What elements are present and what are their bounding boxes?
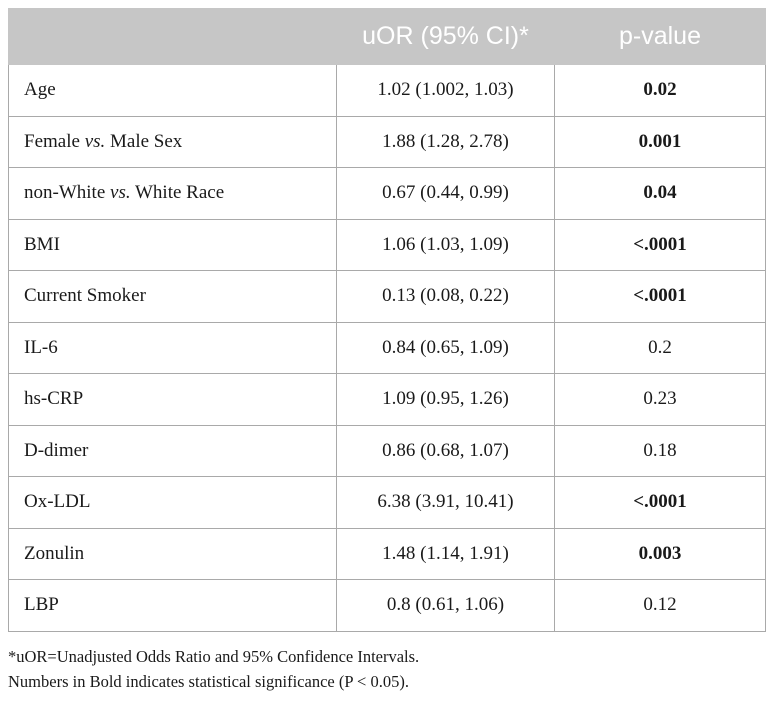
cell-uor: 1.02 (1.002, 1.03) [337, 65, 555, 117]
header-uor: uOR (95% CI)* [337, 9, 555, 65]
cell-uor: 0.67 (0.44, 0.99) [337, 168, 555, 220]
cell-p-value: 0.003 [555, 528, 766, 580]
header-variable [9, 9, 337, 65]
cell-p-value: 0.23 [555, 374, 766, 426]
cell-uor: 6.38 (3.91, 10.41) [337, 477, 555, 529]
variable-label: Age [24, 79, 56, 101]
cell-uor: 0.84 (0.65, 1.09) [337, 322, 555, 374]
cell-variable [9, 168, 337, 220]
cell-variable [9, 580, 337, 632]
variable-label: non-White [24, 182, 111, 204]
variable-label: LBP [24, 594, 59, 616]
odds-ratio-table [8, 8, 766, 632]
cell-p-value: <.0001 [555, 477, 766, 529]
variable-label-versus: vs. [110, 182, 131, 204]
variable-label-versus: vs. [84, 130, 106, 152]
table-row [9, 116, 766, 168]
variable-label: hs-CRP [24, 388, 84, 410]
table-header-row [9, 9, 766, 65]
variable-label: D-dimer [24, 439, 89, 461]
table-row [9, 65, 766, 117]
cell-variable [9, 322, 337, 374]
table-row [9, 580, 766, 632]
table-row [9, 374, 766, 426]
cell-variable [9, 477, 337, 529]
cell-uor: 1.06 (1.03, 1.09) [337, 219, 555, 271]
results-table-container [8, 8, 765, 632]
table-row [9, 168, 766, 220]
cell-variable [9, 116, 337, 168]
cell-variable [9, 219, 337, 271]
table-row [9, 528, 766, 580]
table-body [9, 65, 766, 632]
cell-uor: 0.13 (0.08, 0.22) [337, 271, 555, 323]
cell-variable [9, 425, 337, 477]
table-row [9, 477, 766, 529]
variable-label: IL-6 [24, 336, 58, 358]
cell-p-value: <.0001 [555, 219, 766, 271]
variable-label: Current Smoker [24, 285, 146, 307]
variable-label-comparison: Male Sex [105, 130, 183, 152]
table-row [9, 219, 766, 271]
variable-label: Zonulin [24, 542, 85, 564]
cell-uor: 1.48 (1.14, 1.91) [337, 528, 555, 580]
cell-p-value: 0.02 [555, 65, 766, 117]
table-row [9, 425, 766, 477]
cell-uor: 1.09 (0.95, 1.26) [337, 374, 555, 426]
footnote-significance: Numbers in Bold indicates statistical significance (P < 0.05). [8, 672, 409, 691]
header-p-value: p-value [555, 9, 766, 65]
footnote-abbreviation: *uOR=Unadjusted Odds Ratio and 95% Confidence Intervals. [8, 647, 420, 666]
cell-p-value: 0.001 [555, 116, 766, 168]
cell-uor: 0.86 (0.68, 1.07) [337, 425, 555, 477]
cell-uor: 1.88 (1.28, 2.78) [337, 116, 555, 168]
table-row [9, 322, 766, 374]
cell-p-value: 0.04 [555, 168, 766, 220]
variable-label: BMI [24, 233, 60, 255]
cell-variable [9, 65, 337, 117]
table-footnotes [8, 644, 419, 694]
cell-p-value: <.0001 [555, 271, 766, 323]
table-row [9, 271, 766, 323]
cell-p-value: 0.18 [555, 425, 766, 477]
cell-p-value: 0.2 [555, 322, 766, 374]
variable-label: Female [24, 130, 85, 152]
cell-variable [9, 528, 337, 580]
variable-label: Ox-LDL [24, 491, 91, 513]
variable-label-comparison: White Race [130, 182, 225, 204]
cell-p-value: 0.12 [555, 580, 766, 632]
cell-variable [9, 374, 337, 426]
cell-variable [9, 271, 337, 323]
cell-uor: 0.8 (0.61, 1.06) [337, 580, 555, 632]
